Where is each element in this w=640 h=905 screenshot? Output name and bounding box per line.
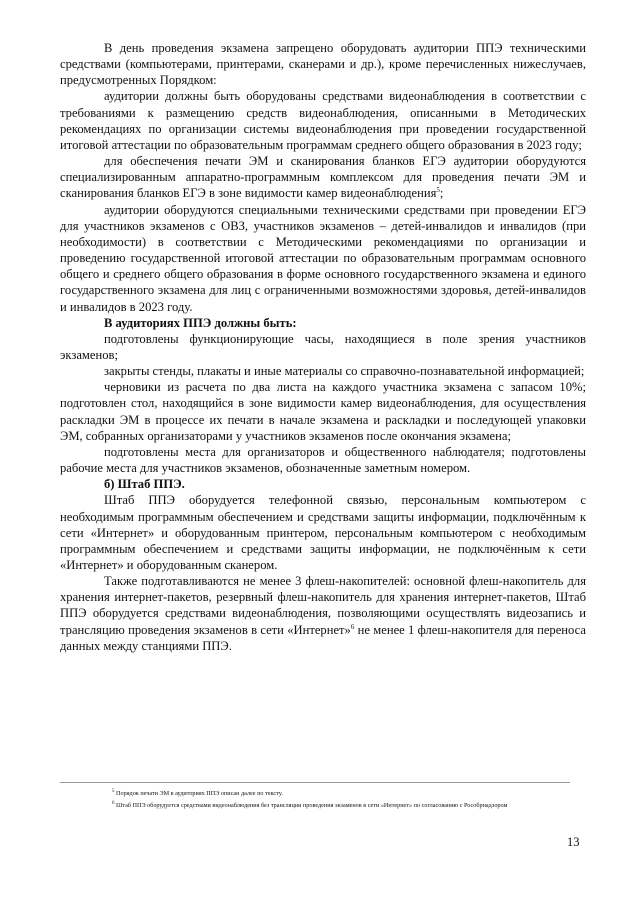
paragraph-special-equipment: аудитории оборудуются специальными техническими средствами при проведении ЕГЭ для участников экзаменов с ОВЗ, участников экзаменов – детей-инвалидов и инвалидов (при необходимости) в соответствии с Методическими рекомендациями по организации и проведению государственной итоговой аттестации по образовательным программам основного общего и среднего общего образования в форме основного государственного экзамена и единого государственного экзамена для лиц с ограниченными возможностями здоровья, детей-инвалидов и инвалидов в 2023 году.: [60, 202, 586, 314]
paragraph-printing-scanning: для обеспечения печати ЭМ и сканирования бланков ЕГЭ аудитории оборудуются специализированным аппаратно-программным комплексом для проведения печати ЭМ и сканирования бланков ЕГЭ в зоне видимости камер видеонаблюдения$^5$;: [60, 154, 586, 201]
footnote-divider: [60, 782, 570, 783]
paragraph-prohibition: В день проведения экзамена запрещено оборудовать аудитории ППЭ техническими средствами (компьютерами, принтерами, сканерами и др.), кроме перечисленных нижеслучаев, предусмотренных Порядком:: [60, 41, 586, 88]
paragraph-video-surveillance: аудитории должны быть оборудованы средствами видеонаблюдения в соответствии с требованиями к размещению средств видеонаблюдения, описанными в Методических рекомендациях по организации системы видеонаблюдения при проведении государственной итоговой аттестации по образовательным программам среднего общего образования в 2023 году;: [60, 89, 586, 152]
main-text: [60, 40, 586, 654]
paragraph-places: подготовлены места для организаторов и общественного наблюдателя; подготовлены рабочие места для участников экзаменов, обозначенные заметным номером.: [60, 444, 586, 476]
paragraph-clocks: подготовлены функционирующие часы, находящиеся в поле зрения участников экзаменов;: [60, 331, 586, 362]
paragraph-drafts: черновики из расчета по два листа на каждого участника экзамена с запасом 10%; подготовлен стол, находящийся в зоне видимости камер видеонаблюдения, для осуществления раскладки ЭМ в процессе их печати в начале экзамена и раскладки и последующей упаковки ЭМ, собранных организаторами у участников экзаменов после окончания экзамена;: [60, 380, 586, 443]
page-number: 13: [567, 835, 580, 849]
footnote-ref-5[interactable]: 5: [436, 186, 440, 195]
section-heading-headquarters: б) Штаб ППЭ.: [104, 477, 185, 492]
paragraph-flash-drives: Также подготавливаются не менее 3 флеш-накопителей: основной флеш-накопитель для хранения интернет-пакетов, резервный флеш-накопитель для хранения интернет-пакетов, Штаб ППЭ оборудуется средствами видеонаблюдения, позволяющими осуществлять видеозапись и трансляцию проведения экзаменов в сети «Интернет»$^6$ не менее 1 флеш-накопителя для переноса данных между станциями ППЭ.: [60, 574, 586, 653]
paragraph-stands: закрыты стенды, плакаты и иные материалы со справочно-познавательной информацией;: [104, 364, 585, 379]
section-heading-auditoriums: В аудиториях ППЭ должны быть:: [104, 315, 297, 330]
footnote-6: $^6$ Штаб ППЭ оборудуется средствами видеонаблюдения без трансляции проведения экзаменов в сети «Интернет» по согласованию с Рособрнадзором: [112, 800, 508, 809]
footnote-ref-6[interactable]: 6: [350, 622, 355, 631]
paragraph-headquarters-equipment: Штаб ППЭ оборудуется телефонной связью, персональным компьютером с необходимым программным обеспечением и средствами защиты информации, подключённым к сети «Интернет» и оборудованным принтером, персональным компьютером с необходимым программным обеспечением и средствами защиты информации, не подключённым к сети «Интернет» и оборудованным сканером.: [60, 493, 586, 572]
footnote-5: $^5$ Порядок печати ЭМ в аудиториях ППЭ описан далее по тексту.: [112, 788, 283, 797]
footnotes: [60, 782, 586, 813]
